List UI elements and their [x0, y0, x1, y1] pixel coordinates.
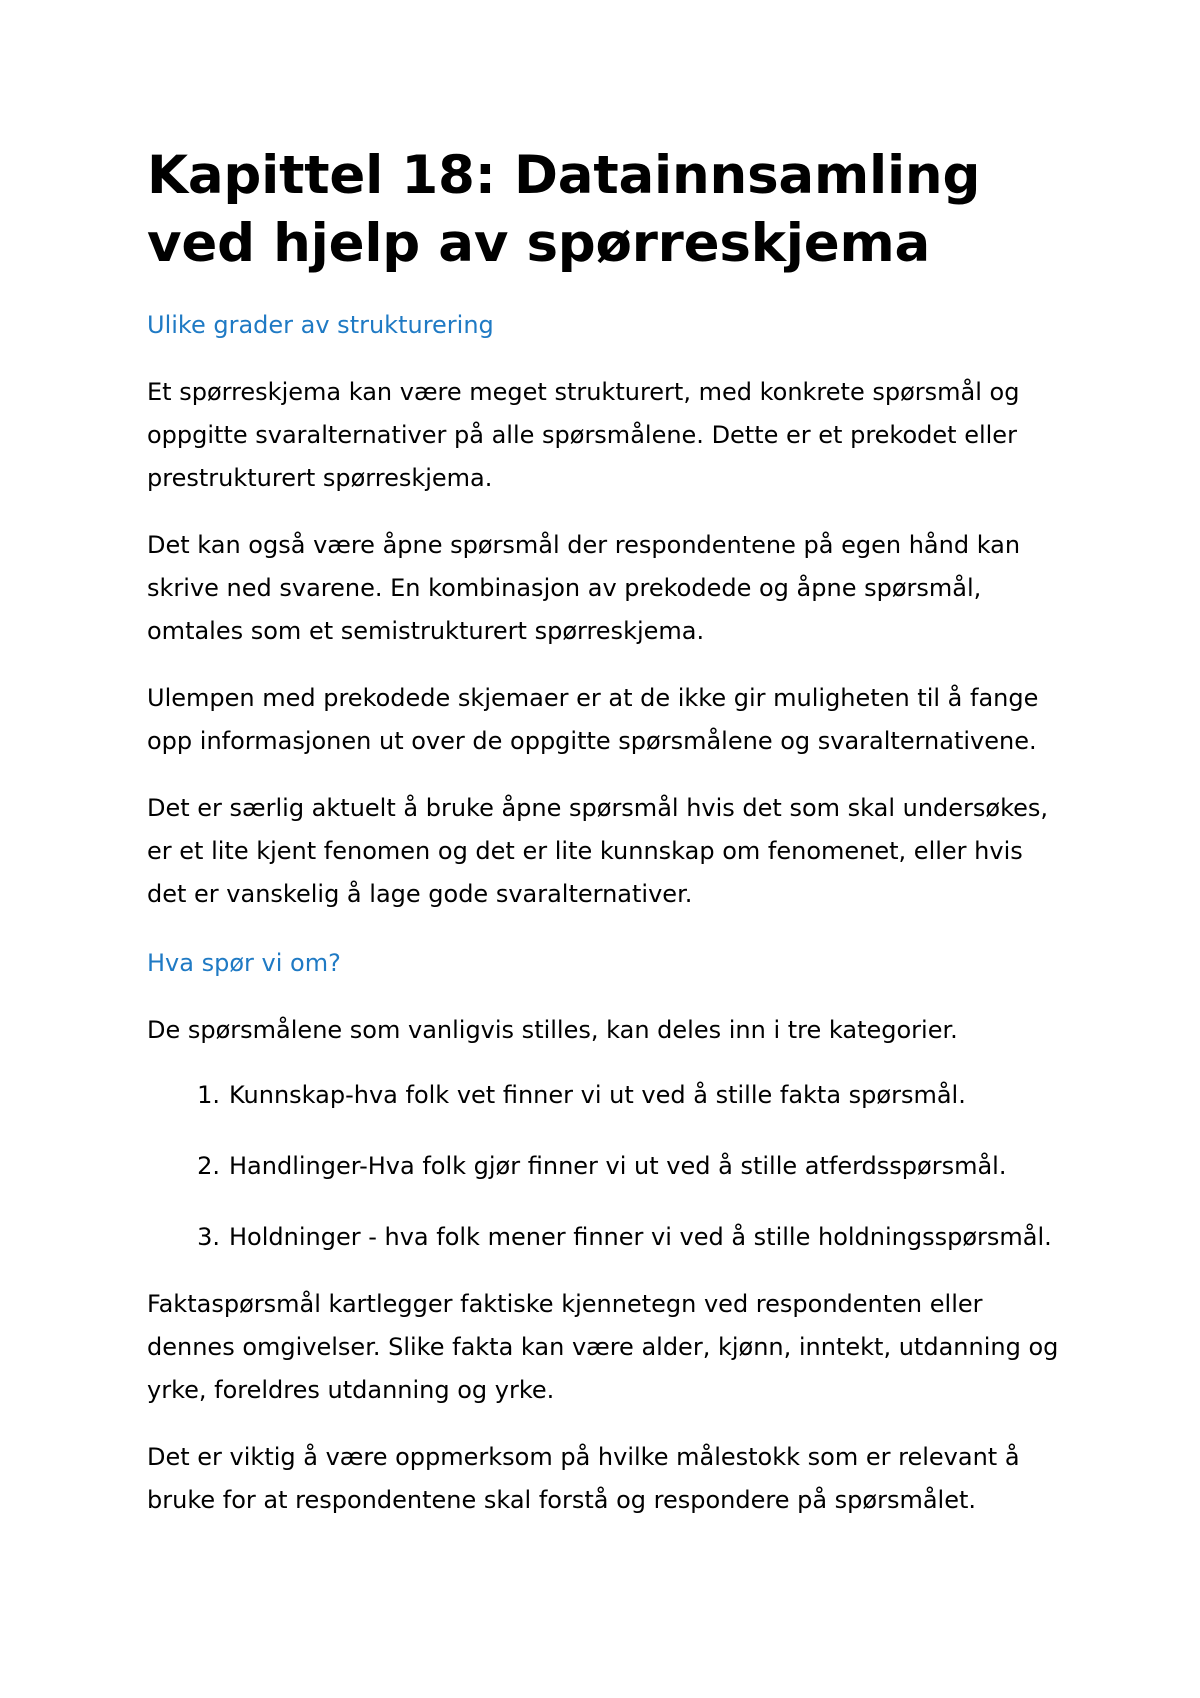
paragraph: Ulempen med prekodede skjemaer er at de ikke gir muligheten til å fange opp informasjonen ut over de oppgitte spørsmålene og svaralternativene. [147, 684, 1039, 755]
title-line-2: ved hjelp av spørreskjema [147, 213, 931, 274]
paragraph: Det kan også være åpne spørsmål der respondentene på egen hånd kan skrive ned svarene. En kombinasjon av prekodede og åpne spørsmål, omtales som et semistrukturert spørreskjema. [147, 531, 1021, 645]
list-number: 1. [197, 1081, 220, 1109]
page-title [147, 142, 1067, 278]
document-page [147, 142, 1067, 1522]
list-item [147, 1074, 1067, 1117]
list-text: Kunnskap-hva folk vet finner vi ut ved å stille fakta spørsmål. [229, 1081, 966, 1109]
list-number: 2. [197, 1152, 220, 1180]
paragraph: Det er særlig aktuelt å bruke åpne spørsmål hvis det som skal undersøkes, er et lite kjent fenomen og det er lite kunnskap om fenomenet, eller hvis det er vanskelig å lage gode svaralternativer. [147, 794, 1049, 908]
list-text: Handlinger-Hva folk gjør finner vi ut ved å stille atferdsspørsmål. [229, 1152, 1007, 1180]
list-item [147, 1216, 1067, 1259]
title-line-1: Kapittel 18: Datainnsamling [147, 145, 981, 206]
paragraph: Faktaspørsmål kartlegger faktiske kjennetegn ved respondenten eller dennes omgivelser. Slike fakta kan være alder, kjønn, inntekt, utdanning og yrke, foreldres utdanning og yrke. [147, 1290, 1059, 1404]
list-text: Holdninger - hva folk mener finner vi ved å stille holdningsspørsmål. [229, 1223, 1052, 1251]
paragraph-intro: De spørsmålene som vanligvis stilles, kan deles inn i tre kategorier. [147, 1016, 958, 1044]
list-item [147, 1145, 1067, 1188]
section-heading-what-we-ask: Hva spør vi om? [147, 949, 341, 977]
list-number: 3. [197, 1223, 220, 1251]
paragraph: Det er viktig å være oppmerksom på hvilke målestokk som er relevant å bruke for at respondentene skal forstå og respondere på spørsmålet. [147, 1443, 1020, 1514]
paragraph: Et spørreskjema kan være meget strukturert, med konkrete spørsmål og oppgitte svaralternativer på alle spørsmålene. Dette er et prekodet eller prestrukturert spørreskjema. [147, 378, 1020, 492]
category-list [147, 1074, 1067, 1259]
section-heading-structuring: Ulike grader av strukturering [147, 311, 494, 339]
